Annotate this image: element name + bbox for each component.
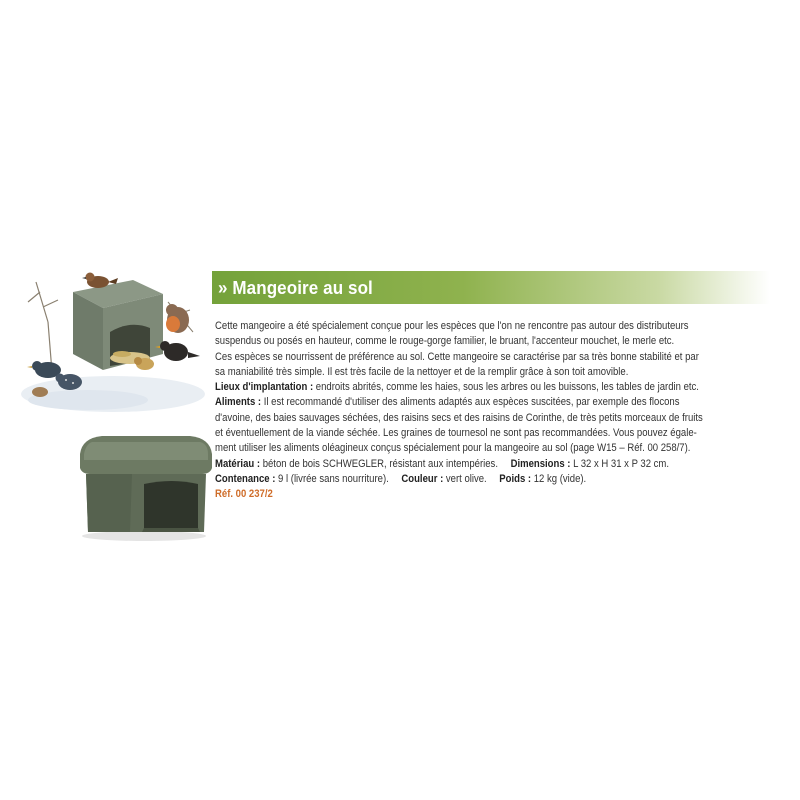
- description-line: Cette mangeoire a été spécialement conçue pour les espèces que l'on ne rencontre pas autour des distributeurs: [215, 320, 689, 332]
- dimensions-text: L 32 x H 31 x P 32 cm.: [570, 457, 670, 470]
- description-line: d'avoine, des baies sauvages séchées, des raisins secs et des raisins de Corinthe, de très petits morceaux de fruits: [215, 411, 703, 424]
- dimensions-label: Dimensions :: [510, 457, 571, 470]
- capacity-color-weight-line: [215, 472, 719, 487]
- capacity-label: Contenance :: [215, 472, 276, 485]
- material-dimensions-line: [215, 457, 719, 472]
- description-line: Ces espèces se nourrissent de préférence au sol. Cette mangeoire se caractérise par sa très bonne stabilité et par: [215, 350, 699, 363]
- weight-label: Poids :: [499, 472, 532, 485]
- color-label: Couleur :: [401, 472, 444, 485]
- food-line: [215, 395, 719, 410]
- location-text: endroits abrités, comme les haies, sous les arbres ou les buissons, les tables de jardin etc.: [313, 381, 699, 394]
- location-label: Lieux d'implantation :: [215, 381, 314, 394]
- food-text: Il est recommandé d'utiliser des aliments adaptés aux espèces suscitées, par exemple des flocons: [261, 396, 680, 409]
- description-line: ment utiliser les aliments oléagineux conçus spécialement pour la mangeoire au sol (page W15 – Réf. 00 258/7).: [215, 442, 691, 455]
- title-banner: [212, 271, 770, 304]
- color-text: vert olive.: [443, 472, 487, 485]
- material-label: Matériau :: [215, 457, 261, 470]
- food-label: Aliments :: [215, 396, 262, 409]
- description-line: sa maniabilité très simple. Il est très facile de la nettoyer et de la remplir grâce à son toit amovible.: [215, 365, 629, 378]
- material-text: béton de bois SCHWEGLER, résistant aux intempéries.: [260, 457, 498, 470]
- weight-text: 12 kg (vide).: [531, 472, 587, 485]
- description-line: suspendus ou posés en hauteur, comme le rouge-gorge familier, le bruant, l'accenteur mouchet, le merle etc.: [215, 335, 675, 348]
- capacity-text: 9 l (livrée sans nourriture).: [275, 472, 389, 485]
- product-description: [215, 319, 775, 503]
- feeder-with-birds-illustration: [18, 262, 208, 420]
- location-line: [215, 380, 719, 395]
- description-line: et éventuellement de la viande séchée. Les graines de tournesol ne sont pas recommandées. Vous pouvez égale-: [215, 427, 697, 440]
- feeder-product-photo: [72, 424, 222, 544]
- reference-number: Réf. 00 237/2: [215, 488, 273, 501]
- page-title: » Mangeoire au sol: [218, 276, 373, 298]
